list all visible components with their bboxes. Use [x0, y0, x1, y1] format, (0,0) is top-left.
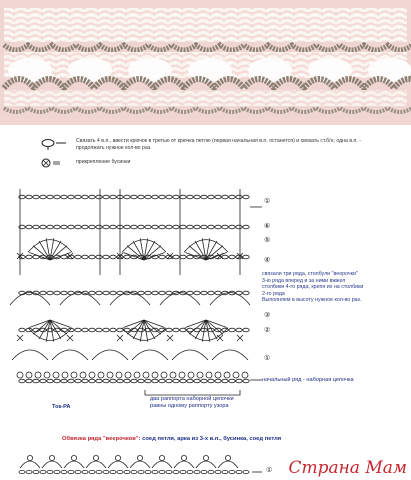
chain-stitch	[201, 195, 207, 199]
chain-stitch	[180, 379, 186, 383]
chain-stitch	[194, 291, 200, 295]
edging-chain	[40, 470, 46, 473]
chain-stitch	[243, 379, 249, 383]
edging-chain	[131, 470, 137, 473]
chain-stitch	[145, 225, 151, 229]
chain-stitch	[187, 379, 193, 383]
fan-stitch	[29, 320, 50, 328]
bead	[80, 372, 86, 378]
chain-stitch	[208, 291, 214, 295]
chain-stitch	[124, 255, 130, 259]
fan-stitch	[33, 246, 50, 260]
chain-stitch	[103, 328, 109, 332]
edging-arch	[64, 461, 84, 468]
bead	[125, 372, 131, 378]
edging-chain	[26, 470, 32, 473]
chain-stitch	[103, 225, 109, 229]
chain-stitch	[222, 195, 228, 199]
chain-stitch	[138, 328, 144, 332]
chain-stitch	[215, 195, 221, 199]
edging-arch	[42, 461, 62, 468]
edging-chain	[68, 470, 74, 473]
chain-stitch	[40, 328, 46, 332]
chain-stitch	[173, 379, 179, 383]
bead	[17, 372, 23, 378]
fan-stitch	[144, 320, 165, 328]
edging-chain	[215, 470, 221, 473]
chain-stitch	[68, 291, 74, 295]
edging-arch	[20, 461, 40, 468]
bead-icon	[38, 156, 68, 170]
chain-stitch	[229, 328, 235, 332]
sc-mark	[17, 335, 23, 341]
chain-stitch	[40, 379, 46, 383]
chain-stitch	[236, 195, 242, 199]
chain-stitch	[166, 291, 172, 295]
chain-stitch	[68, 379, 74, 383]
chain-stitch	[26, 195, 32, 199]
chain-stitch	[138, 225, 144, 229]
chain-stitch	[103, 195, 109, 199]
chain-stitch	[26, 379, 32, 383]
chain-stitch	[47, 225, 53, 229]
edging-bead	[159, 455, 164, 460]
chain-stitch	[54, 291, 60, 295]
bead	[188, 372, 194, 378]
edging-chain	[61, 470, 67, 473]
chain-stitch	[82, 225, 88, 229]
chain-stitch	[61, 225, 67, 229]
edging-chain	[89, 470, 95, 473]
chain-stitch	[201, 225, 207, 229]
chain-stitch	[159, 225, 165, 229]
edging-arch	[174, 461, 194, 468]
bead	[35, 372, 41, 378]
chain-stitch	[187, 195, 193, 199]
chain-stitch	[187, 225, 193, 229]
chain-stitch	[159, 379, 165, 383]
chain-stitch	[124, 225, 130, 229]
chain-stitch	[208, 225, 214, 229]
bead	[134, 372, 140, 378]
edging-chain	[103, 470, 109, 473]
chain-stitch	[96, 225, 102, 229]
bead	[71, 372, 77, 378]
chain-stitch	[82, 379, 88, 383]
edging-arch	[218, 461, 238, 468]
chain-stitch	[236, 328, 242, 332]
chain-stitch	[75, 195, 81, 199]
row-number-4: ④	[264, 257, 271, 264]
edging-chain	[194, 470, 200, 473]
chain-stitch	[124, 379, 130, 383]
chain-stitch	[152, 195, 158, 199]
bead	[62, 372, 68, 378]
chain-stitch	[215, 225, 221, 229]
chain-stitch	[166, 195, 172, 199]
chain-stitch	[96, 291, 102, 295]
row-number-1: ①	[264, 355, 271, 362]
sc-mark	[217, 335, 223, 341]
chain-stitch	[117, 328, 123, 332]
edging-chain	[54, 470, 60, 473]
edging-arch	[196, 461, 216, 468]
edging-chain	[166, 470, 172, 473]
chain-stitch	[159, 255, 165, 259]
bead	[44, 372, 50, 378]
chain-stitch	[229, 195, 235, 199]
edging-arch	[86, 461, 106, 468]
fan-stitch	[50, 320, 71, 328]
fan-arc	[184, 240, 228, 253]
edging-arch	[108, 461, 128, 468]
fan-arc	[28, 328, 72, 341]
edging-bead	[137, 455, 142, 460]
bead	[233, 372, 239, 378]
sc-mark	[167, 335, 173, 341]
edging-bead	[71, 455, 76, 460]
bead	[224, 372, 230, 378]
chain-stitch	[47, 328, 53, 332]
bead	[116, 372, 122, 378]
edging-arch	[130, 461, 150, 468]
chain-stitch	[47, 195, 53, 199]
chain-stitch	[103, 379, 109, 383]
row-number-top: ①	[264, 198, 271, 205]
edging-chain	[159, 470, 165, 473]
repeat-label: два раппорта наборной цепочки равны одному раппорту узора	[150, 396, 234, 409]
chain-stitch	[40, 291, 46, 295]
chain-stitch	[47, 379, 53, 383]
chain-stitch	[47, 291, 53, 295]
chain-stitch	[26, 225, 32, 229]
chain-stitch	[236, 379, 242, 383]
chain-stitch	[152, 291, 158, 295]
chain-stitch	[138, 379, 144, 383]
chain-stitch	[124, 328, 130, 332]
edging-bead	[225, 455, 230, 460]
chain-stitch	[96, 255, 102, 259]
site-watermark: Страна Мам	[288, 458, 407, 478]
chain-stitch	[19, 328, 25, 332]
edging-bead	[93, 455, 98, 460]
fan-stitch	[206, 320, 223, 334]
chain-stitch	[201, 291, 207, 295]
chain-stitch	[215, 291, 221, 295]
bead	[170, 372, 176, 378]
chain-stitch	[208, 379, 214, 383]
chain-stitch	[110, 328, 116, 332]
edging-arch	[152, 461, 172, 468]
chain-stitch	[54, 379, 60, 383]
chain-stitch	[54, 225, 60, 229]
chain-stitch	[110, 225, 116, 229]
bead	[26, 372, 32, 378]
chain-stitch	[103, 291, 109, 295]
chain-stitch	[103, 255, 109, 259]
chain-stitch	[131, 225, 137, 229]
fan-arc	[122, 240, 166, 253]
edging-chain	[222, 470, 228, 473]
edging-bead	[27, 455, 32, 460]
edging-chain	[82, 470, 88, 473]
sc-mark	[67, 335, 73, 341]
chain-stitch	[75, 328, 81, 332]
edging-row-number: ①	[266, 467, 273, 474]
bead-scallop	[12, 350, 48, 360]
chain-stitch	[236, 225, 242, 229]
chain-stitch	[229, 225, 235, 229]
legend-bead-text: прикрепление бусинки	[76, 159, 131, 165]
row-number-2: ②	[264, 327, 271, 334]
chain-stitch	[201, 379, 207, 383]
chain-stitch	[152, 379, 158, 383]
edging-chain	[236, 470, 242, 473]
edging-chain	[75, 470, 81, 473]
edging-chain	[173, 470, 179, 473]
chain-stitch	[187, 291, 193, 295]
fan-stitch	[206, 320, 227, 328]
edging-chain	[117, 470, 123, 473]
edging-chain	[19, 470, 25, 473]
chain-stitch	[229, 379, 235, 383]
repeat-bracket	[145, 390, 240, 395]
bead	[89, 372, 95, 378]
chain-stitch	[180, 328, 186, 332]
chain-stitch	[54, 195, 60, 199]
bead-scallop	[92, 350, 128, 360]
chain-stitch	[229, 255, 235, 259]
chain-stitch	[243, 255, 249, 259]
chain-stitch	[96, 328, 102, 332]
chain-stitch	[145, 379, 151, 383]
chain-stitch	[96, 379, 102, 383]
legend-ring-text: Связать 4 в.п., ввести крючок в третью от крючка петлю (первая начальная в.п. останется) и связать ст.б/н; одна в.п. - продолжать нужное кол-во раз.	[76, 138, 361, 151]
chain-stitch	[110, 195, 116, 199]
chain-stitch	[33, 195, 39, 199]
chain-stitch	[110, 291, 116, 295]
chain-stitch	[89, 195, 95, 199]
sc-mark	[117, 335, 123, 341]
chain-stitch	[194, 225, 200, 229]
chain-stitch	[222, 379, 228, 383]
edging-chain	[187, 470, 193, 473]
chain-stitch	[180, 255, 186, 259]
fan-stitch	[123, 320, 144, 328]
chain-stitch	[89, 291, 95, 295]
chain-stitch	[173, 195, 179, 199]
chain-stitch	[138, 195, 144, 199]
edging-bead	[181, 455, 186, 460]
chain-stitch	[33, 225, 39, 229]
row-number-6: ⑥	[264, 223, 271, 230]
edging-bead	[49, 455, 54, 460]
foundation-label: начальный ряд - наборная цепочка	[262, 377, 354, 383]
chain-stitch	[33, 379, 39, 383]
chain-stitch	[117, 291, 123, 295]
chain-stitch	[110, 255, 116, 259]
chain-stitch	[89, 379, 95, 383]
bead	[215, 372, 221, 378]
edging-chain	[33, 470, 39, 473]
chain-stitch	[180, 195, 186, 199]
sc-mark	[237, 335, 243, 341]
chain-stitch	[166, 379, 172, 383]
chain-stitch	[194, 379, 200, 383]
chain-stitch	[82, 255, 88, 259]
edging-bead	[203, 455, 208, 460]
chain-stitch	[159, 291, 165, 295]
chain-stitch	[222, 225, 228, 229]
edging-chain	[124, 470, 130, 473]
bead-scallop	[52, 350, 88, 360]
edging-chain	[110, 470, 116, 473]
edging-chain	[208, 470, 214, 473]
edging-chain	[152, 470, 158, 473]
edging-chain	[96, 470, 102, 473]
chain-stitch	[19, 379, 25, 383]
chain-stitch	[145, 195, 151, 199]
chain-stitch	[173, 328, 179, 332]
bead	[107, 372, 113, 378]
edging-chain	[229, 470, 235, 473]
edging-chain	[145, 470, 151, 473]
chain-stitch	[68, 225, 74, 229]
chain-stitch	[166, 225, 172, 229]
edging-chain	[138, 470, 144, 473]
chain-stitch	[215, 379, 221, 383]
bead	[143, 372, 149, 378]
bead-scallop	[132, 350, 168, 360]
chain-stitch	[124, 195, 130, 199]
edging-chain	[180, 470, 186, 473]
chain-stitch	[243, 291, 249, 295]
lace-photo	[0, 0, 411, 125]
fan-stitch	[185, 320, 206, 328]
edging-chain	[201, 470, 207, 473]
fan-stitch	[189, 246, 206, 260]
chain-stitch	[187, 328, 193, 332]
chain-stitch	[75, 379, 81, 383]
bead	[242, 372, 248, 378]
chain-stitch	[61, 291, 67, 295]
bead	[206, 372, 212, 378]
chain-stitch	[110, 379, 116, 383]
chain-stitch	[131, 379, 137, 383]
row-number-5: ⑤	[264, 237, 271, 244]
bead	[152, 372, 158, 378]
chain-stitch	[82, 195, 88, 199]
chain-stitch	[131, 195, 137, 199]
chain-stitch	[82, 328, 88, 332]
bead	[179, 372, 185, 378]
bead-scallop	[172, 350, 208, 360]
chain-stitch	[236, 291, 242, 295]
chain-stitch	[68, 195, 74, 199]
instruction-note: связали три ряда, столбули "веерочки" 3-ю ряда вперед и за ними вжжел столбики 4-го ряда, крепя их на столбики 2-го ряда Выполняем в высоту нужное кол-во раз.	[262, 271, 364, 304]
chain-stitch	[145, 291, 151, 295]
chain-stitch	[159, 195, 165, 199]
bead	[98, 372, 104, 378]
chain-stitch	[194, 195, 200, 199]
fan-arc	[28, 240, 72, 253]
edging-title: Обвязка ряда "веерочков": соед петля, арка из 3-х в.п., бусинка, соед петля	[62, 436, 282, 442]
edging-bead	[115, 455, 120, 460]
chain-stitch	[243, 225, 249, 229]
chain-stitch	[54, 328, 60, 332]
chain-stitch	[40, 195, 46, 199]
chain-stitch	[208, 195, 214, 199]
chain-stitch	[166, 328, 172, 332]
chain-stitch	[61, 379, 67, 383]
chain-stitch	[243, 328, 249, 332]
bead	[161, 372, 167, 378]
chain-stitch	[26, 255, 32, 259]
bead	[53, 372, 59, 378]
chain-stitch	[96, 195, 102, 199]
edging-chain	[47, 470, 53, 473]
edging-chain	[243, 470, 249, 473]
chain-stitch	[138, 291, 144, 295]
row-number-3: ③	[264, 312, 271, 319]
fan-stitch	[50, 246, 67, 260]
chain-stitch	[194, 328, 200, 332]
chain-stitch	[152, 225, 158, 229]
ring-icon	[38, 136, 68, 150]
chain-stitch	[243, 195, 249, 199]
chain-stitch	[173, 255, 179, 259]
fan-stitch	[206, 246, 223, 260]
chain-stitch	[75, 255, 81, 259]
author-label: Ток-РА	[52, 404, 71, 410]
chain-stitch	[117, 379, 123, 383]
chain-stitch	[173, 225, 179, 229]
chain-stitch	[61, 195, 67, 199]
chain-stitch	[180, 225, 186, 229]
chain-stitch	[89, 328, 95, 332]
bead-scallop	[212, 350, 248, 360]
bead	[197, 372, 203, 378]
chain-stitch	[89, 225, 95, 229]
chain-stitch	[75, 225, 81, 229]
chain-stitch	[89, 255, 95, 259]
chain-stitch	[40, 225, 46, 229]
chain-stitch	[187, 255, 193, 259]
